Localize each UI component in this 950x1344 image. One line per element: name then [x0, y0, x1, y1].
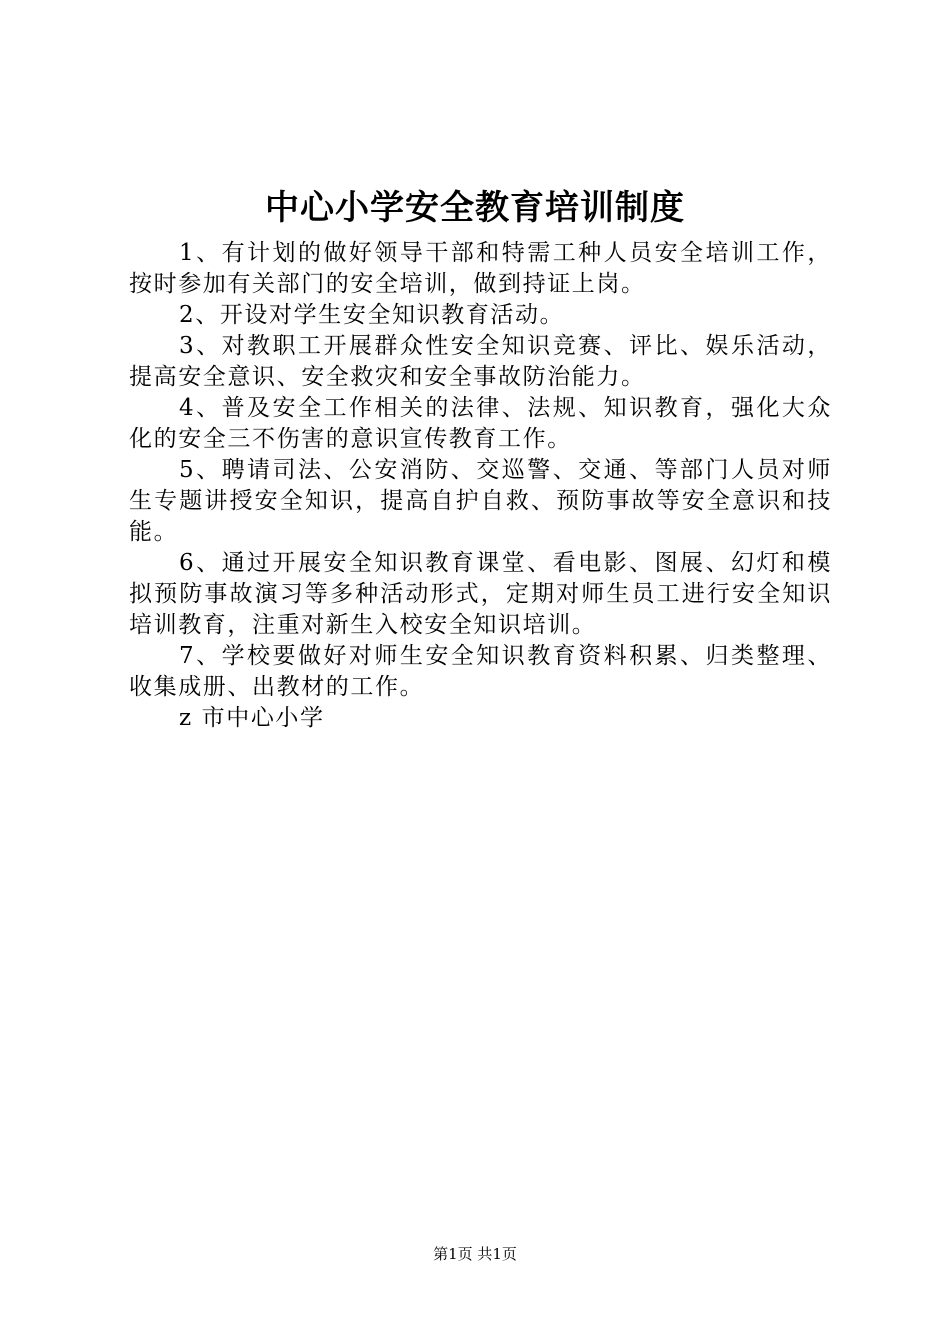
- paragraph-5: 5、聘请司法、公安消防、交巡警、交通、等部门人员对师生专题讲授安全知识，提高自护自救、预防事故等安全意识和技能。: [129, 457, 832, 545]
- paragraph-7: 7、学校要做好对师生安全知识教育资料积累、归类整理、收集成册、出教材的工作。: [129, 643, 832, 700]
- paragraph-3: 3、对教职工开展群众性安全知识竞赛、评比、娱乐活动，提高安全意识、安全救灾和安全事故防治能力。: [129, 333, 832, 390]
- paragraph-6: 6、通过开展安全知识教育课堂、看电影、图展、幻灯和模拟预防事故演习等多种活动形式，定期对师生员工进行安全知识培训教育，注重对新生入校安全知识培训。: [129, 550, 832, 638]
- paragraph-4: 4、普及安全工作相关的法律、法规、知识教育，强化大众化的安全三不伤害的意识宣传教育工作。: [129, 395, 832, 452]
- document-title: 中心小学安全教育培训制度: [265, 188, 685, 228]
- document-body: [129, 238, 832, 734]
- signature: z 市中心小学: [179, 705, 325, 731]
- page-footer: 第1页 共1页: [433, 1245, 517, 1263]
- paragraph-1: 1、有计划的做好领导干部和特需工种人员安全培训工作，按时参加有关部门的安全培训，做到持证上岗。: [129, 240, 832, 297]
- paragraph-2: 2、开设对学生安全知识教育活动。: [179, 302, 565, 328]
